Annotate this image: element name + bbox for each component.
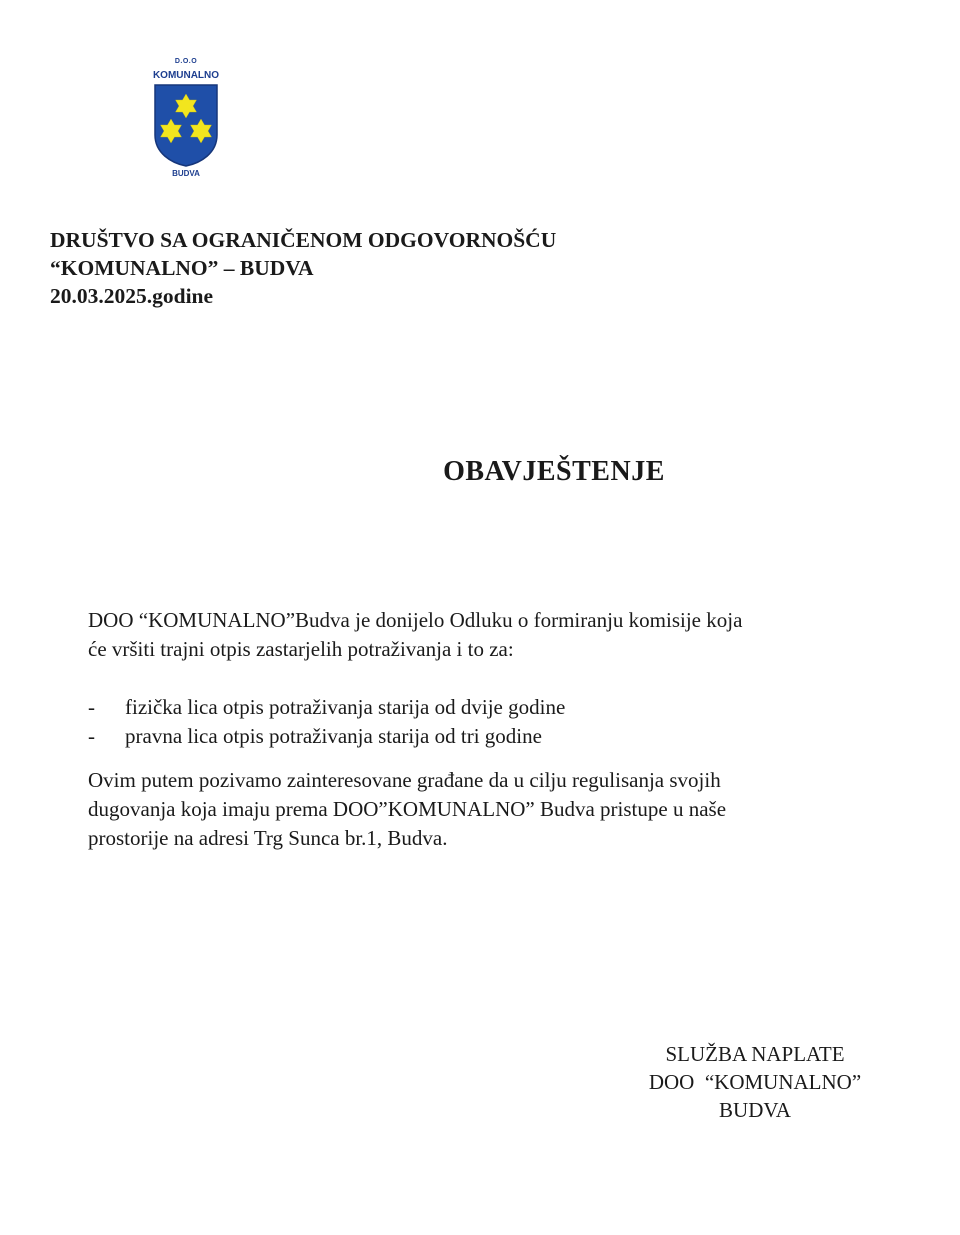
list-item xyxy=(88,693,888,722)
list-item-text: pravna lica otpis potraživanja starija od tri godine xyxy=(125,724,542,748)
list-item-text: fizička lica otpis potraživanja starija od dvije godine xyxy=(125,695,566,719)
document-body xyxy=(88,606,888,853)
intro-paragraph xyxy=(88,606,888,664)
intro-line: DOO “KOMUNALNO”Budva je donijelo Odluku o formiranju komisije koja xyxy=(88,608,743,632)
company-short-name: “KOMUNALNO” – BUDVA xyxy=(50,256,314,280)
list-item xyxy=(88,722,888,751)
logo-name-text: KOMUNALNO xyxy=(152,70,220,81)
outro-line: Ovim putem pozivamo zainteresovane građane da u cilju regulisanja svojih xyxy=(88,768,721,792)
signature-company: DOO “KOMUNALNO” xyxy=(648,1070,862,1094)
logo-top-text: D.O.O xyxy=(174,58,198,65)
outro-line: prostorije na adresi Trg Sunca br.1, Budva. xyxy=(88,826,448,850)
signature-city: BUDVA xyxy=(719,1098,791,1122)
document-title: OBAVJEŠTENJE xyxy=(443,456,665,487)
intro-line: će vršiti trajni otpis zastarjelih potraživanja i to za: xyxy=(88,637,514,661)
writeoff-list xyxy=(88,693,888,751)
outro-line: dugovanja koja imaju prema DOO”KOMUNALNO” Budva pristupe u naše xyxy=(88,797,727,821)
shield-stars-icon xyxy=(153,83,219,167)
list-bullet: - xyxy=(88,724,95,748)
company-logo xyxy=(148,58,224,182)
signature-block xyxy=(630,1040,880,1124)
signature-department: SLUŽBA NAPLATE xyxy=(665,1042,845,1066)
company-full-name: DRUŠTVO SA OGRANIČENOM ODGOVORNOŠĆU xyxy=(50,228,557,252)
document-date: 20.03.2025.godine xyxy=(50,284,214,308)
outro-paragraph xyxy=(88,766,888,853)
logo-city-text: BUDVA xyxy=(172,169,200,178)
letterhead xyxy=(50,226,556,310)
list-bullet: - xyxy=(88,695,95,719)
